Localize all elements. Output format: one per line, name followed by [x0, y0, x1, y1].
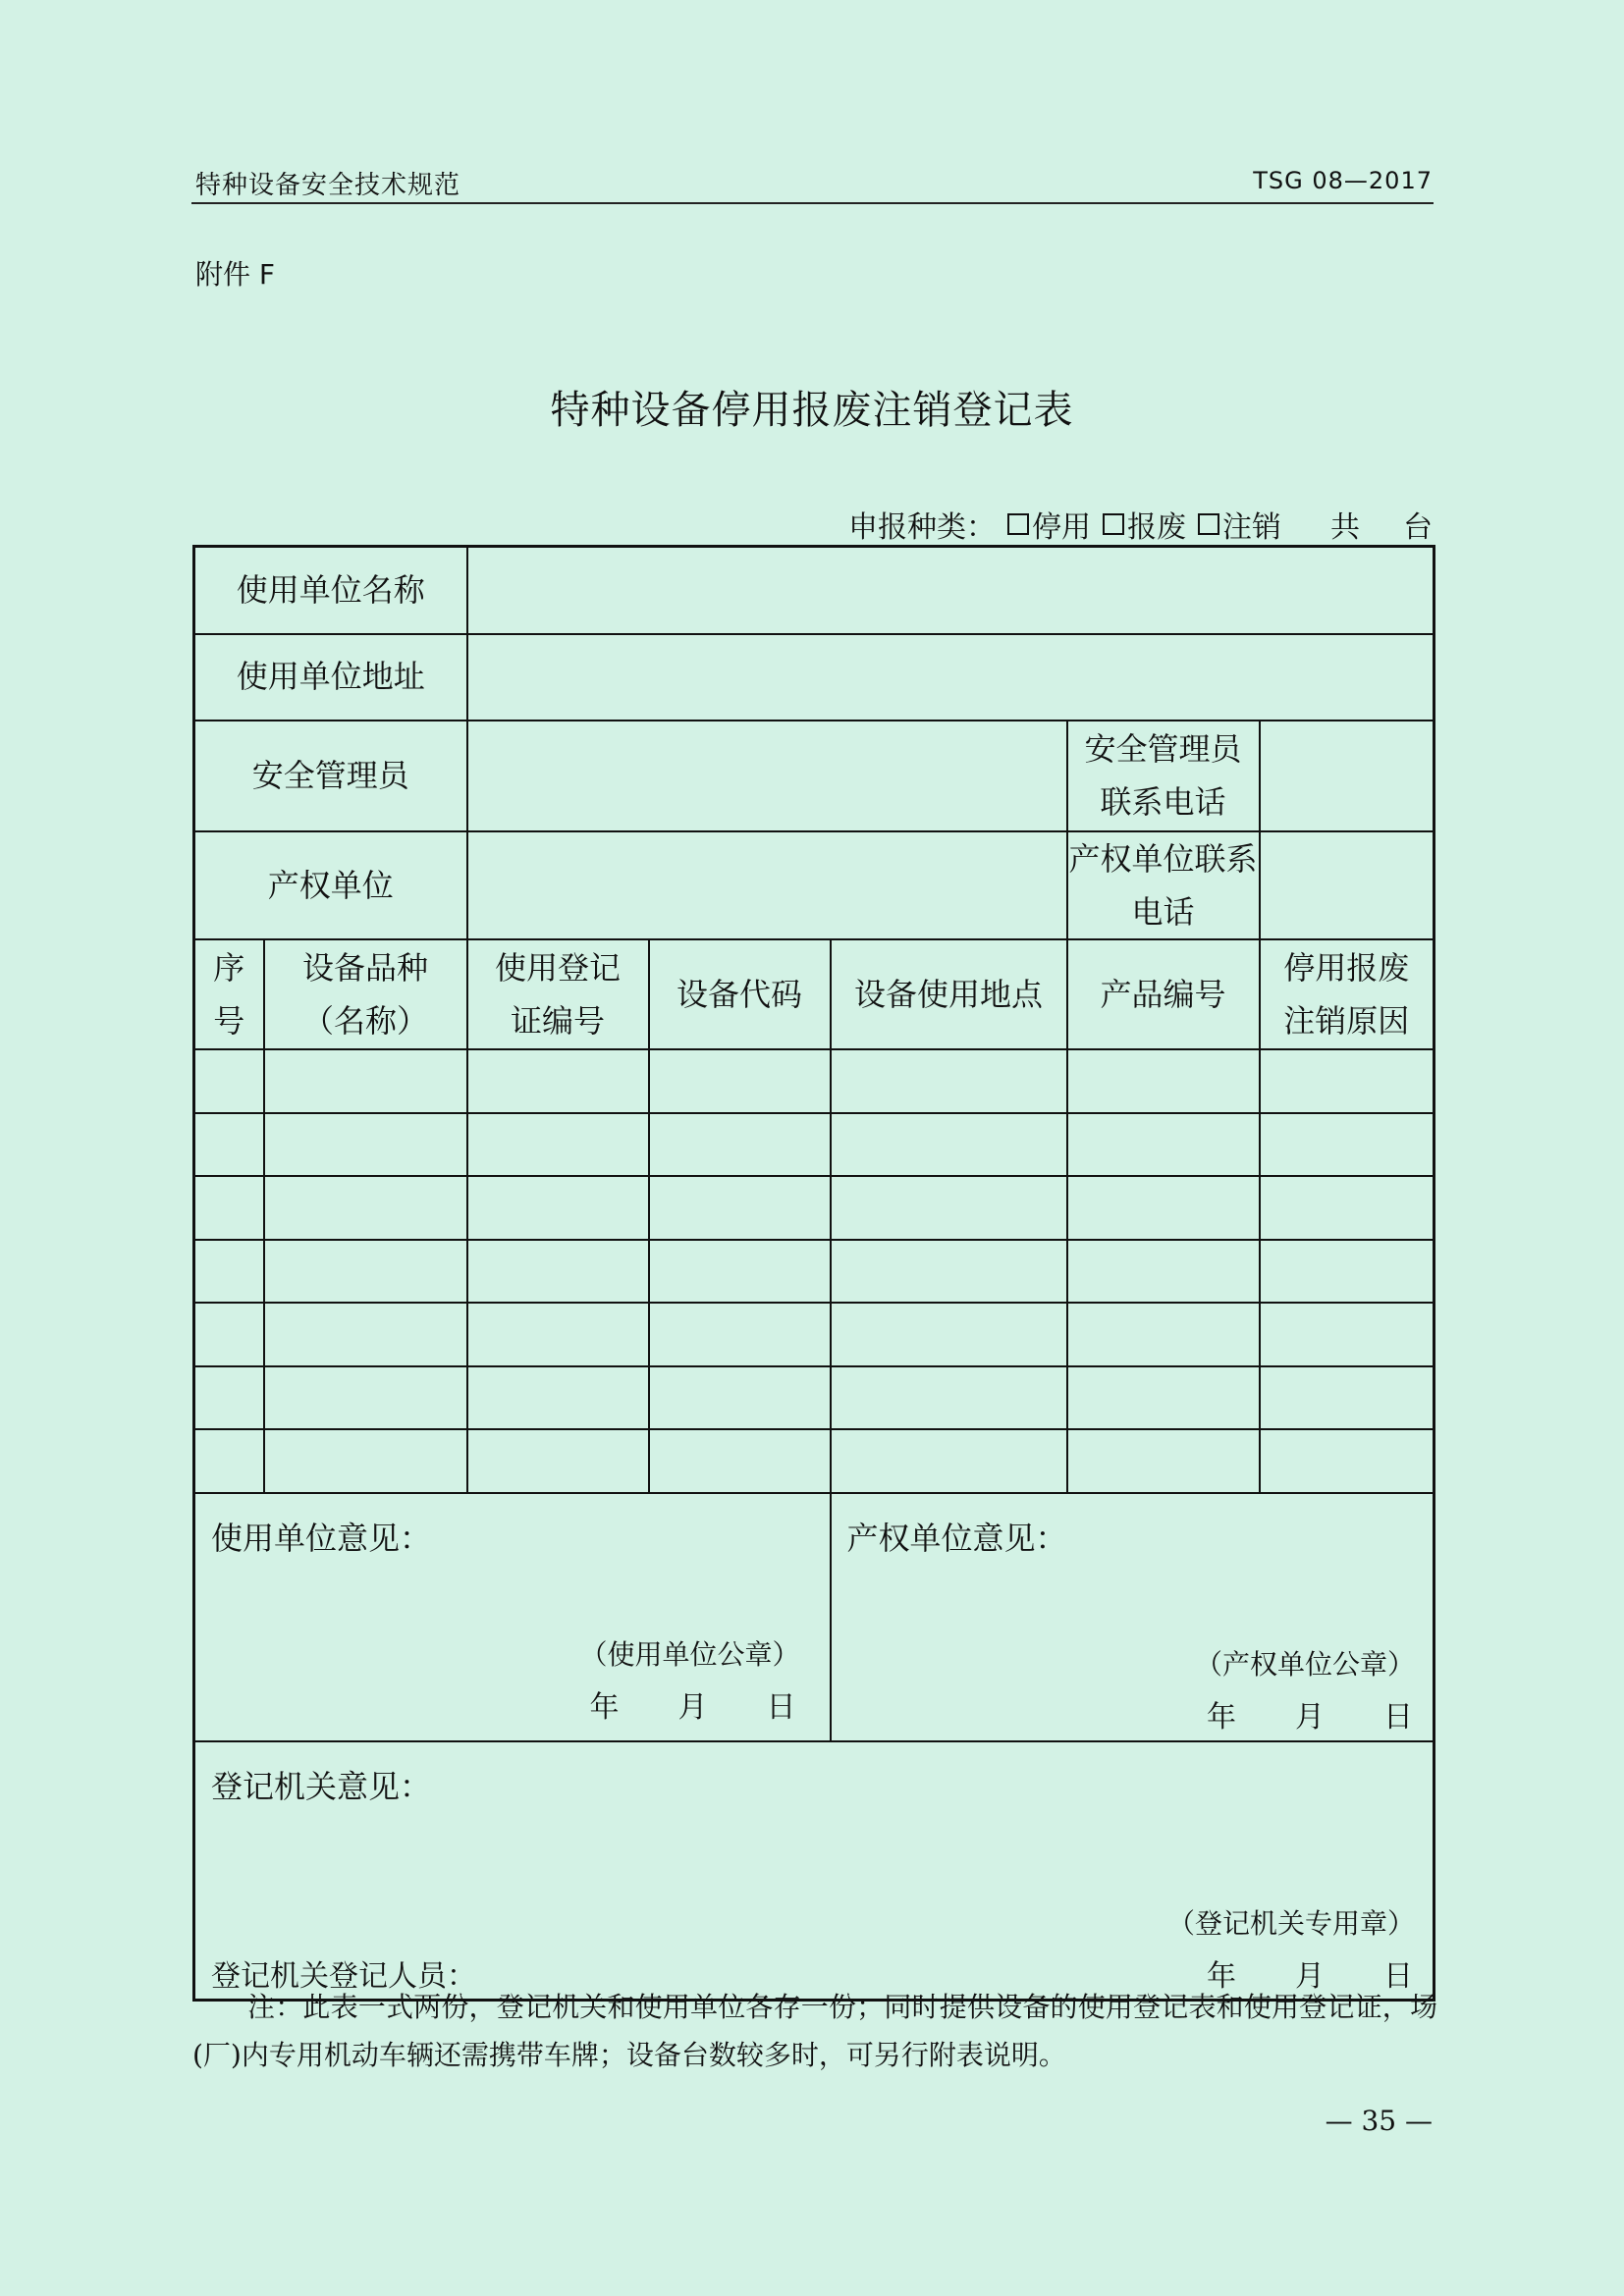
table-cell[interactable] [194, 1429, 264, 1493]
table-cell[interactable] [194, 1303, 264, 1366]
table-cell[interactable] [649, 1429, 831, 1493]
owner-unit-seal-label: （产权单位公章） [1195, 1648, 1416, 1682]
owner-unit-date: 年 月 日 [1207, 1700, 1414, 1735]
table-cell[interactable] [649, 1303, 831, 1366]
registrar-label: 登记机关登记人员： [211, 1959, 476, 1995]
checkbox-scrap[interactable] [1103, 513, 1124, 535]
option-scrap: 报废 [1127, 510, 1186, 545]
value-owner-unit[interactable] [467, 831, 1067, 940]
label-unit-name: 使用单位名称 [194, 547, 467, 634]
table-cell[interactable] [1260, 1366, 1435, 1429]
table-cell[interactable] [264, 1366, 467, 1429]
table-cell[interactable] [831, 1049, 1067, 1113]
table-cell[interactable] [264, 1049, 467, 1113]
value-safety-manager-phone[interactable] [1260, 721, 1435, 831]
label-safety-manager-phone-line2: 联系电话 [1100, 783, 1226, 821]
total-suffix: 台 [1403, 510, 1433, 545]
label-owner-unit-phone: 产权单位联系电话 [1067, 831, 1260, 940]
table-row [194, 1176, 1435, 1240]
form-title: 特种设备停用报废注销登记表 [550, 388, 1074, 433]
table-cell[interactable] [264, 1176, 467, 1240]
table-cell[interactable] [467, 1366, 649, 1429]
table-cell[interactable] [1067, 1303, 1260, 1366]
table-cell[interactable] [194, 1240, 264, 1303]
user-unit-opinion-label: 使用单位意见： [211, 1520, 432, 1558]
table-row [194, 1240, 1435, 1303]
table-cell[interactable] [194, 1176, 264, 1240]
label-owner-unit: 产权单位 [194, 831, 467, 940]
label-safety-manager-phone-line1: 安全管理员 [1084, 729, 1242, 768]
page-number: — 35 — [1325, 2105, 1433, 2137]
table-cell[interactable] [831, 1176, 1067, 1240]
table-cell[interactable] [649, 1049, 831, 1113]
col-registration-cert [467, 939, 649, 1049]
table-cell[interactable] [1260, 1176, 1435, 1240]
table-cell[interactable] [467, 1113, 649, 1176]
authority-seal-label: （登记机关专用章） [1167, 1907, 1416, 1941]
table-cell[interactable] [831, 1429, 1067, 1493]
table-cell[interactable] [1067, 1176, 1260, 1240]
table-row [194, 1366, 1435, 1429]
application-type-line [848, 503, 1433, 546]
col-equipment-code: 设备代码 [649, 939, 831, 1049]
table-row [194, 1113, 1435, 1176]
col-reason-line1: 停用报废 [1283, 948, 1410, 987]
table-cell[interactable] [467, 1429, 649, 1493]
value-unit-address[interactable] [467, 634, 1435, 721]
form-note: 注：此表一式两份，登记机关和使用单位各存一份；同时提供设备的使用登记表和使用登记证，场(厂)内专用机动车辆还需携带车牌；设备台数较多时，可另行附表说明。 [192, 1991, 1437, 2071]
user-unit-opinion-box[interactable] [194, 1493, 831, 1741]
col-product-number: 产品编号 [1067, 939, 1260, 1049]
spec-header-code: TSG 08—2017 [1253, 167, 1433, 194]
equipment-column-header-row [194, 939, 1435, 1049]
total-prefix: 共 [1330, 510, 1360, 545]
col-equipment-type-line1: 设备品种 [302, 948, 429, 987]
table-cell[interactable] [649, 1176, 831, 1240]
table-cell[interactable] [1260, 1113, 1435, 1176]
table-cell[interactable] [264, 1113, 467, 1176]
label-safety-manager-phone [1067, 721, 1260, 831]
col-registration-cert-line2: 证编号 [511, 1002, 606, 1041]
table-cell[interactable] [1260, 1049, 1435, 1113]
table-cell[interactable] [1260, 1429, 1435, 1493]
table-cell[interactable] [264, 1240, 467, 1303]
table-cell[interactable] [831, 1240, 1067, 1303]
registration-form-table [192, 545, 1435, 2002]
user-unit-seal-label: （使用单位公章） [579, 1638, 800, 1672]
table-cell[interactable] [264, 1303, 467, 1366]
col-seq [194, 939, 264, 1049]
table-cell[interactable] [194, 1049, 264, 1113]
col-reason [1260, 939, 1435, 1049]
table-cell[interactable] [831, 1113, 1067, 1176]
table-cell[interactable] [1067, 1366, 1260, 1429]
owner-unit-opinion-label: 产权单位意见： [846, 1520, 1067, 1558]
col-equipment-type-line2: （名称） [302, 1002, 429, 1041]
option-suspend: 停用 [1032, 510, 1091, 545]
table-cell[interactable] [467, 1240, 649, 1303]
table-cell[interactable] [1067, 1240, 1260, 1303]
col-reason-line2: 注销原因 [1283, 1002, 1410, 1041]
table-cell[interactable] [649, 1366, 831, 1429]
table-cell[interactable] [1067, 1429, 1260, 1493]
table-cell[interactable] [831, 1366, 1067, 1429]
application-type-label: 申报种类： [848, 510, 996, 545]
table-cell[interactable] [649, 1113, 831, 1176]
owner-unit-opinion-box[interactable] [831, 1493, 1435, 1741]
label-safety-manager: 安全管理员 [194, 721, 467, 831]
header-rule [191, 202, 1434, 204]
value-owner-unit-phone[interactable] [1260, 831, 1435, 940]
table-cell[interactable] [194, 1366, 264, 1429]
authority-date: 年 月 日 [1207, 1959, 1414, 1995]
table-row [194, 1303, 1435, 1366]
user-unit-date: 年 月 日 [589, 1690, 796, 1726]
checkbox-cancel[interactable] [1198, 513, 1219, 535]
authority-opinion-label: 登记机关意见： [211, 1768, 432, 1806]
col-seq-line2: 号 [213, 1002, 245, 1041]
table-cell[interactable] [467, 1049, 649, 1113]
option-cancel: 注销 [1222, 510, 1281, 545]
authority-opinion-box[interactable] [194, 1741, 1435, 2000]
table-row [194, 1429, 1435, 1493]
spec-header-title: 特种设备安全技术规范 [195, 171, 461, 200]
checkbox-suspend[interactable] [1007, 513, 1029, 535]
value-safety-manager[interactable] [467, 721, 1067, 831]
appendix-label: 附件 F [195, 258, 276, 291]
table-cell[interactable] [467, 1303, 649, 1366]
value-unit-name[interactable] [467, 547, 1435, 634]
col-registration-cert-line1: 使用登记 [495, 948, 622, 987]
col-location: 设备使用地点 [831, 939, 1067, 1049]
table-row [194, 1049, 1435, 1113]
table-cell[interactable] [1067, 1113, 1260, 1176]
table-cell[interactable] [467, 1176, 649, 1240]
table-cell[interactable] [194, 1113, 264, 1176]
table-cell[interactable] [264, 1429, 467, 1493]
table-cell[interactable] [831, 1303, 1067, 1366]
col-seq-line1: 序 [213, 948, 245, 987]
table-cell[interactable] [1260, 1303, 1435, 1366]
table-cell[interactable] [649, 1240, 831, 1303]
table-cell[interactable] [1260, 1240, 1435, 1303]
col-equipment-type [264, 939, 467, 1049]
label-unit-address: 使用单位地址 [194, 634, 467, 721]
table-cell[interactable] [1067, 1049, 1260, 1113]
